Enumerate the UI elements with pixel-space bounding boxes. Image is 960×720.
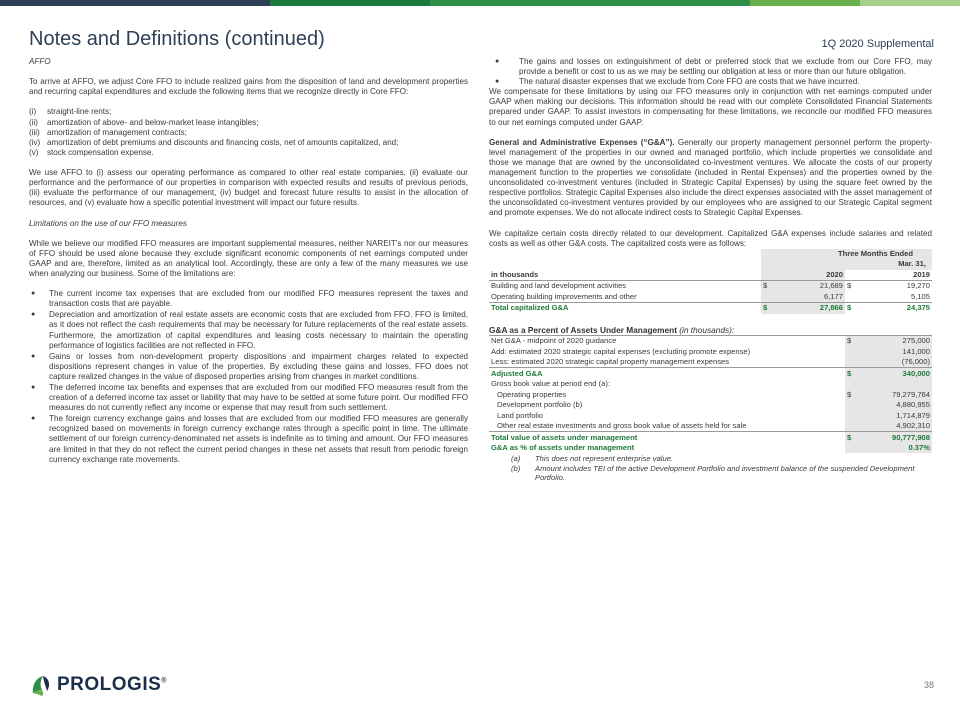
table-header-row — [489, 249, 932, 260]
bullet-icon: ● — [495, 78, 500, 86]
currency-symbol: $ — [845, 335, 855, 346]
table-row — [489, 357, 932, 368]
bar-segment — [750, 0, 860, 6]
adjustment-list — [29, 107, 468, 157]
affo-intro: To arrive at AFFO, we adjust Core FFO to include realized gains from the disposition of land and development properties and recurring capital expenditures and exclude the following items that we recognize directly in Core FFO: — [29, 77, 468, 97]
currency-symbol — [845, 379, 855, 390]
row-label: Add: estimated 2020 strategic capital expenses (excluding promote expense) — [491, 346, 751, 356]
bar-segment — [860, 0, 960, 6]
page-number: 38 — [923, 680, 934, 690]
row-label: Less: estimated 2020 strategic capital property management expenses — [491, 357, 730, 367]
list-item: ● The gains and losses on extinguishment of debt or preferred stock that we exclude from our Core FFO, may provide a benefit or cost to us as we may be settling our obligation at less or more than our future obligation. — [489, 57, 932, 77]
row-value: 4,880,955 — [855, 400, 932, 411]
row-label: Net G&A - midpoint of 2020 guidance — [489, 335, 845, 346]
list-item: (ii) amortization of above- and below-market lease intangibles; — [29, 117, 259, 127]
list-item: (v) stock compensation expense. — [29, 147, 154, 157]
table-header-row — [489, 259, 932, 270]
footnote: (b) Amount includes TEI of the active Development Portfolio and investment balance of the suspended Development Portfolio. — [511, 463, 915, 483]
row-value: 141,000 — [855, 346, 932, 357]
row-label: Operating properties — [497, 389, 567, 399]
currency-symbol — [845, 410, 855, 421]
right-column — [489, 57, 932, 483]
ga-percent-heading: G&A as a Percent of Assets Under Management (in thousands): — [489, 324, 735, 335]
list-item: (i) straight-line rents; — [29, 107, 112, 117]
bullet-icon: ● — [31, 384, 36, 391]
row-value: 0.37% — [855, 443, 932, 454]
limitations-bullets — [29, 289, 468, 465]
ga-paragraph — [489, 138, 932, 219]
row-label: Gross book value at period end (a): — [491, 379, 611, 389]
row-label: Total value of assets under management — [489, 432, 845, 443]
top-color-bar — [0, 0, 960, 6]
table-header-row — [489, 270, 932, 281]
list-item: ● Gains or losses from non-development property dispositions and impairment charges related to expected dispositions represent changes in value of the properties. By excluding these gains and losses, FFO does not capture realized changes in the value of disposed properties arising from changes in market conditions. — [31, 351, 468, 381]
row-value — [855, 379, 932, 390]
capitalize-paragraph: We capitalize certain costs directly related to our development. Capitalized G&A expenses include salaries and related costs as well as other G&A costs. The capitalized costs were as follows: — [489, 228, 932, 248]
affo-use-paragraph: We use AFFO to (i) assess our operating performance as compared to other real estate companies, (ii) evaluate our performance and the performance of our properties in comparison with expected results and results of previous periods, (iii) evaluate the performance of our management, (iv) budget and forecast future results to assist in the allocation of resources, and (v) evaluate how a specific potential investment will impact our future results. — [29, 168, 468, 208]
bullet-icon: ● — [31, 415, 36, 423]
row-label: Adjusted G&A — [489, 368, 845, 379]
row-label: Land portfolio — [497, 410, 544, 420]
list-item: (iii) amortization of management contracts; — [29, 127, 187, 137]
table-row — [489, 400, 932, 411]
period-header: Three Months Ended — [761, 249, 932, 260]
currency-symbol: $ — [845, 389, 855, 400]
table-total-row — [489, 443, 932, 454]
ga-body: Generally our property management personnel perform the property-level management of the properties in our owned and managed portfolio, which include properties we consolidate and those we manage that are owned by the unconsolidated co-investment ventures. We allocate the costs of our property management function to the properties we consolidate (included in Rental Expenses) and the properties owned by the unconsolidated co-investment ventures (included in Strategic Capital Expenses) by using the square feet owned by the respective portfolios. Strategic Capital Expenses also include the direct expenses associated with the asset management of the unconsolidated co-investment ventures provided by our employees who are assigned to our Strategic Capital segment and promote expenses. We do not allocate indirect costs to Strategic Capital Expenses. — [489, 137, 932, 218]
row-label: G&A as % of assets under management — [491, 443, 635, 453]
left-column — [29, 57, 468, 466]
logo-text: PROLOGIS® — [57, 674, 167, 695]
table-row — [489, 410, 932, 421]
logo-mark-icon — [30, 673, 52, 697]
ga-percent-table — [489, 335, 932, 454]
list-item: ● The foreign currency exchange gains and losses that are excluded from our modified FFO measures are generally recognized based on movements in foreign currency exchange rates through a specific point in time. The ultimate settlement of our foreign currency-denominated net assets is indefinite as to timing and amount. Our FFO measures are limited in that they do not reflect the current period changes in these net assets that result from periodic foreign currency exchange rate movements. — [31, 414, 468, 464]
list-item: ● The natural disaster expenses that we exclude from Core FFO are costs that we have incurred. — [489, 77, 932, 87]
list-item: ● The current income tax expenses that are excluded from our modified FFO measures represent the taxes and transaction costs that are payable. — [31, 289, 468, 309]
list-item: ● Depreciation and amortization of real estate assets are economic costs that are excluded from FFO. FFO is limited, as it does not reflect the cash requirements that may be necessary for future replacements of the real estate assets. Furthermore, the amortization of capital expenditures and leasing costs necessary to maintain the operating performance of logistics facilities are not reflected in FFO. — [31, 310, 468, 350]
bullet-icon: ● — [495, 58, 500, 65]
currency-symbol — [845, 421, 855, 432]
bar-segment — [270, 0, 430, 6]
bullet-icon: ● — [31, 290, 36, 298]
table-row: Building and land development activities $ 21,689 $ 19,270 — [491, 281, 930, 291]
currency-symbol — [845, 443, 855, 454]
affo-heading: AFFO — [29, 57, 51, 66]
currency-symbol: $ — [845, 368, 855, 379]
prologis-logo — [30, 673, 167, 697]
row-value: 1,714,879 — [855, 410, 932, 421]
footnotes — [489, 454, 932, 483]
limitations-intro: While we believe our modified FFO measures are important supplemental measures, neither NAREIT's nor our measures of FFO should be used alone because they exclude significant economic components of net earnings computed under GAAP and are, therefore, limited as an analytical tool. Accordingly, these are only a few of the many measures we use when analyzing our business. Some of the limitations are: — [29, 238, 468, 278]
currency-symbol — [845, 346, 855, 357]
capitalized-costs-table — [489, 249, 932, 314]
column-header: 2019 — [855, 270, 932, 281]
row-value: 4,902,310 — [855, 421, 932, 432]
unit-label: in thousands — [489, 270, 761, 281]
row-label: Other real estate investments and gross book value of assets held for sale — [497, 421, 747, 431]
row-value: 79,279,764 — [855, 389, 932, 400]
footnote: (a) This does not represent enterprise value. — [511, 454, 674, 464]
page-title: Notes and Definitions (continued) — [29, 28, 325, 50]
table-total-row — [489, 432, 932, 443]
row-label: Development portfolio (b) — [497, 400, 583, 410]
table-row — [489, 335, 932, 346]
bar-segment — [0, 0, 270, 6]
currency-symbol — [845, 400, 855, 411]
column-header: 2020 — [771, 270, 845, 281]
bullet-icon: ● — [31, 352, 36, 360]
list-item: (iv) amortization of debt premiums and discounts and financing costs, net of amounts capitalized, and; — [29, 137, 399, 147]
table-row — [489, 379, 932, 390]
table-row — [489, 389, 932, 400]
table-total-row — [489, 368, 932, 379]
row-value: 90,777,908 — [855, 432, 932, 443]
ga-heading: General and Administrative Expenses (“G&A”). — [489, 137, 675, 147]
page-subtitle: 1Q 2020 Supplemental — [821, 38, 934, 50]
period-date: Mar. 31, — [761, 259, 932, 270]
table-row — [489, 421, 932, 432]
table-row — [489, 346, 932, 357]
currency-symbol — [845, 357, 855, 368]
bar-segment — [430, 0, 750, 6]
compensate-paragraph: We compensate for these limitations by using our FFO measures only in conjunction with net earnings computed under GAAP when making our decisions. This information should be read with our complete Consolidated Financial Statements prepared under GAAP. To assist investors in compensating for these limitations, we reconcile our modified FFO measures to our net earnings computed under GAAP. — [489, 87, 932, 127]
row-value: 340,000 — [855, 368, 932, 379]
limitations-heading: Limitations on the use of our FFO measures — [29, 218, 187, 228]
table-total-row: Total capitalized G&A $ 27,866 $ 24,375 — [491, 303, 930, 313]
row-value: 275,000 — [855, 335, 932, 346]
list-item: ● The deferred income tax benefits and expenses that are excluded from our modified FFO measures result from the creation of a deferred income tax asset or liability that may have to be settled at some future point. Our modified FFO measures do not currently reflect any income or expense that may result from such settlement. — [31, 383, 468, 413]
row-value: (76,000) — [855, 357, 932, 368]
currency-symbol: $ — [845, 432, 855, 443]
bullet-icon: ● — [31, 311, 36, 319]
table-row: Operating building improvements and other 6,177 5,105 — [491, 291, 930, 301]
